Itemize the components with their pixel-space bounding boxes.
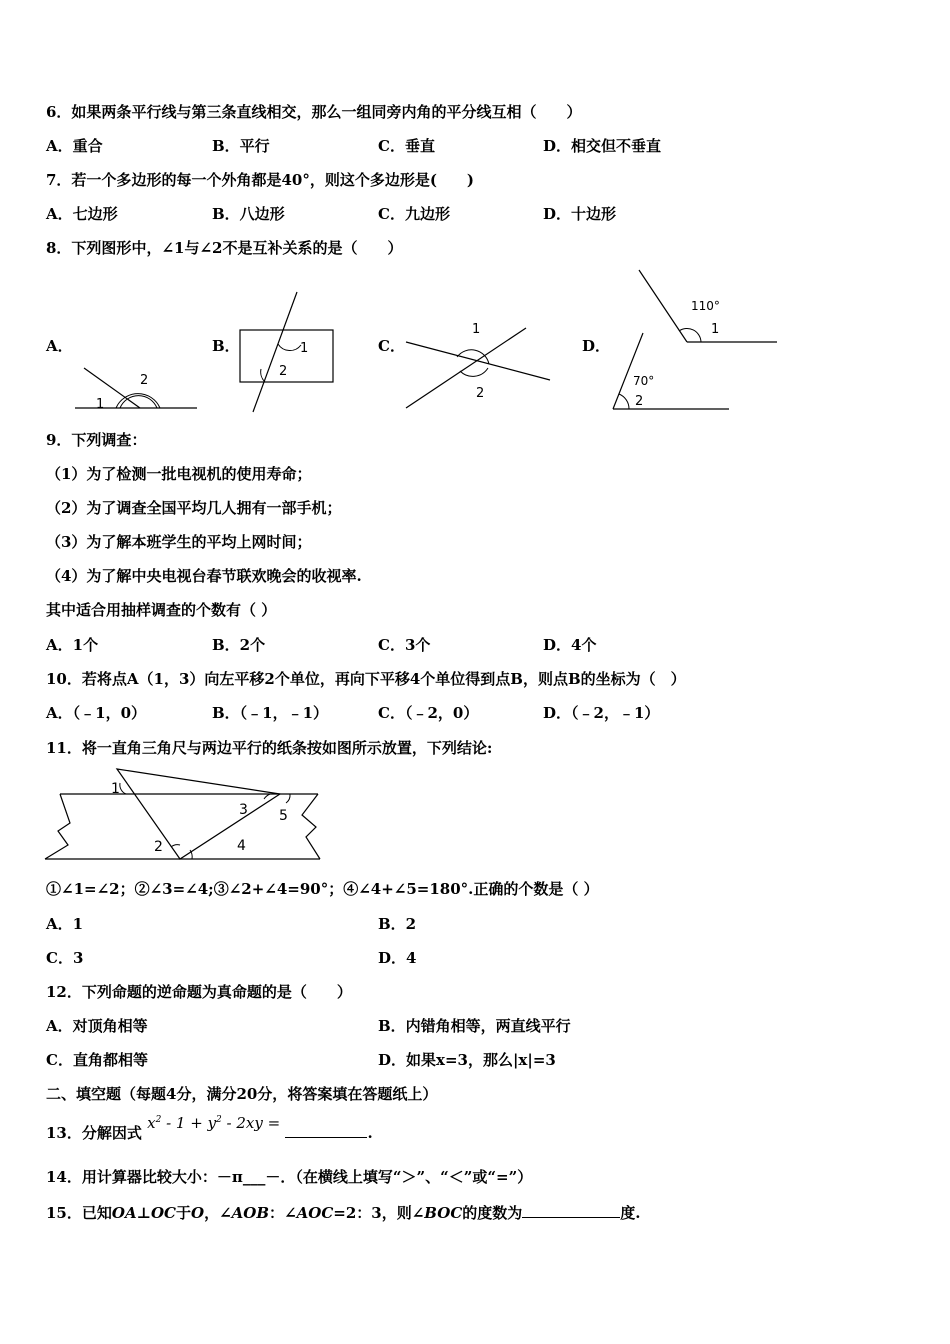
q13-expression: $x^2 - 1 + y^2 - 2xy$ = [147,1114,281,1132]
q8-option-b-label[interactable]: B． [212,337,240,355]
q9-question: 其中适合用抽样调查的个数有（ ） [46,601,277,619]
q11-label-2: 2 [154,839,163,855]
q9-option-c[interactable]: C．3个 [378,636,431,654]
q13-answer-blank[interactable] [285,1122,367,1138]
q10-option-c[interactable]: C．（﹣2，0） [378,704,479,722]
q11-label-5: 5 [279,808,288,824]
q9-option-b[interactable]: B．2个 [212,636,266,654]
q12-option-b[interactable]: B．内错角相等，两直线平行 [378,1017,571,1035]
q8-option-a-label[interactable]: A． [46,337,73,355]
q7-stem: 7．若一个多边形的每一个外角都是40°，则这个多边形是( ) [46,171,475,189]
q8-figure-d [605,265,785,415]
q11-stem: 11．将一直角三角尺与两边平行的纸条按如图所示放置，下列结论: [46,739,493,757]
q10-option-d[interactable]: D．（﹣2，﹣1） [543,704,660,722]
q9-option-d[interactable]: D．4个 [543,636,597,654]
q8-option-d-label[interactable]: D． [582,337,611,355]
q11-label-3: 3 [239,802,248,818]
q13 [46,1114,373,1143]
q11-option-a[interactable]: A．1 [46,915,84,933]
q8-figure-a [70,360,200,415]
q8-stem: 8．下列图形中，∠1与∠2不是互补关系的是（ ） [46,239,403,257]
q8-figure-b [235,290,345,415]
q10-option-a[interactable]: A．（﹣1，0） [46,704,147,722]
q8d-label-2: 2 [635,394,644,409]
q8b-label-2: 2 [279,364,288,379]
q8-option-c-label[interactable]: C． [378,337,405,355]
q8a-label-1: 1 [96,397,105,412]
q8a-label-2: 2 [140,373,149,388]
q6-option-d[interactable]: D．相交但不垂直 [543,137,662,155]
q10-option-b[interactable]: B．（﹣1，﹣1） [212,704,329,722]
q8c-label-2: 2 [476,386,485,401]
q13-suffix: . [367,1124,373,1142]
q7-option-b[interactable]: B．八边形 [212,205,285,223]
q11-option-b[interactable]: B．2 [378,915,417,933]
q9-item-2: （2）为了调查全国平均几人拥有一部手机； [46,499,342,517]
q8b-label-1: 1 [300,341,309,356]
q14: 14．用计算器比较大小：－π___－．（在横线上填写“＞”、“＜”或“=”） [46,1168,533,1186]
q9-item-1: （1）为了检测一批电视机的使用寿命； [46,465,312,483]
q12-stem: 12．下列命题的逆命题为真命题的是（ ） [46,983,352,1001]
q8d-label-110: 110° [691,299,720,313]
q6-option-b[interactable]: B．平行 [212,137,270,155]
q6-option-a[interactable]: A．重合 [46,137,103,155]
q11-conclusions: ①∠1=∠2；②∠3=∠4;③∠2+∠4=90°；④∠4+∠5=180°.正确的个数是（ ） [46,880,599,898]
q9-stem: 9．下列调查： [46,431,147,449]
q9-item-3: （3）为了解本班学生的平均上网时间； [46,533,312,551]
q9-option-a[interactable]: A．1个 [46,636,99,654]
q8d-label-1: 1 [711,322,720,337]
q11-figure [40,765,330,865]
q9-item-4: （4）为了解中央电视台春节联欢晚会的收视率. [46,567,362,585]
q8-figure-c [400,320,560,415]
q15: 15．已知OA⊥OC于O，∠AOB：∠AOC=2：3，则∠BOC的度数为 度. [46,1204,641,1222]
q6-stem: 6．如果两条平行线与第三条直线相交，那么一组同旁内角的平分线互相（ ） [46,103,582,121]
q12-option-d[interactable]: D．如果x=3，那么|x|=3 [378,1051,556,1069]
q11-label-1: 1 [111,781,120,797]
q8d-label-70: 70° [633,374,655,388]
q6-option-c[interactable]: C．垂直 [378,137,435,155]
section-2-title: 二、填空题（每题4分，满分20分，将答案填在答题纸上） [46,1085,438,1103]
q7-option-a[interactable]: A．七边形 [46,205,118,223]
q10-stem: 10．若将点A（1，3）向左平移2个单位，再向下平移4个单位得到点B，则点B的坐标为（ ） [46,670,686,688]
q8c-label-1: 1 [472,322,481,337]
q12-option-c[interactable]: C．直角都相等 [46,1051,148,1069]
q7-option-d[interactable]: D．十边形 [543,205,617,223]
q7-option-c[interactable]: C．九边形 [378,205,450,223]
q11-option-d[interactable]: D．4 [378,949,417,967]
q12-option-a[interactable]: A．对顶角相等 [46,1017,148,1035]
q11-label-4: 4 [237,838,246,854]
q11-option-c[interactable]: C．3 [46,949,84,967]
q13-prefix: 13．分解因式 [46,1124,142,1142]
q15-answer-blank[interactable] [522,1202,620,1218]
